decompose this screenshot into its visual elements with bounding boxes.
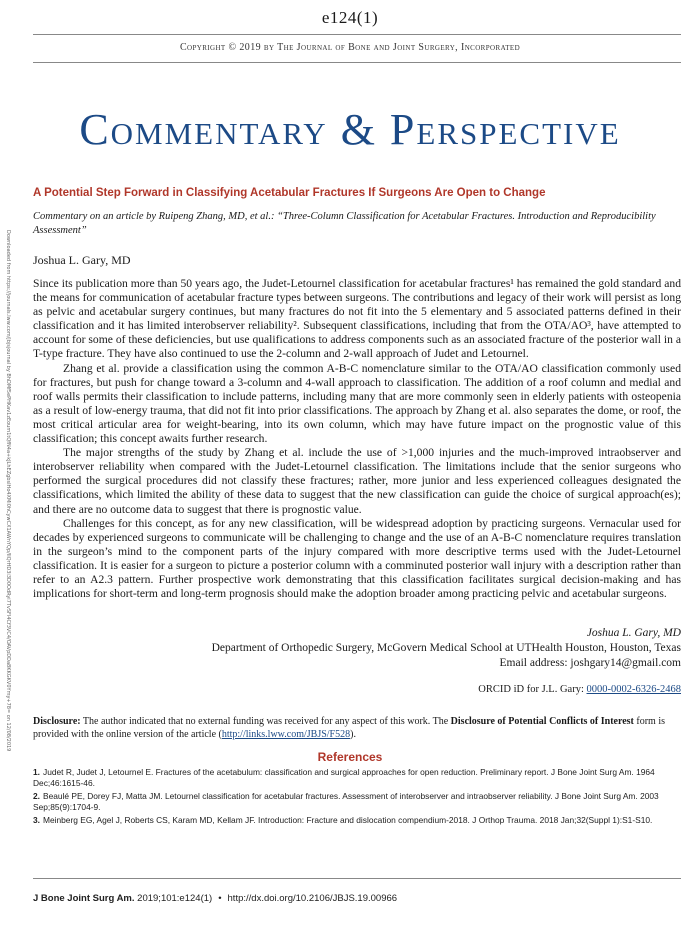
references-heading: References xyxy=(317,750,383,764)
reference-item xyxy=(33,791,681,813)
disclosure-text-end: ). xyxy=(350,729,356,740)
footer-separator: • xyxy=(218,893,222,904)
body-paragraph: Zhang et al. provide a classification using the common A-B-C nomenclature similar to the OTA/AO classification commonly used for fractures, but push for change toward a 3-column and 4-wall approach to classification. The addition of a roof column and medial and roof walls permits their classification to include patterns, including many that are more commonly seen in elderly patients with osteopenia as a result of low-energy trauma, that did not fit into prior classifications. The approach by Zhang et al. also separates the dome, or roof, the most critical articular area for weight-bearing, into its own column, which may have future impact on the prognostic value of this classification; this concept awaits further research. xyxy=(33,361,681,446)
reference-text: Beaulé PE, Dorey FJ, Matta JM. Letournel classification for acetabular fractures. Assessment of interobserver and intraobserver reliability. J Bone Joint Surg Am. 2003 Sep;85(9):1704-9. xyxy=(33,791,659,812)
article-author: Joshua L. Gary, MD xyxy=(33,253,131,267)
signature-email: Email address: joshgary14@gmail.com xyxy=(499,657,681,669)
reference-text: Judet R, Judet J, Letournel E. Fractures of the acetabulum: classification and surgical approaches for open reduction. Preliminary report. J Bone Joint Surg Am. 1964 Dec;46:1615-46. xyxy=(33,767,655,788)
author-signature xyxy=(212,626,681,671)
page-id: e124(1) xyxy=(321,8,379,27)
orcid-label: ORCID iD for J.L. Gary: xyxy=(478,684,584,695)
disclosure-link[interactable]: http://links.lww.com/JBJS/F528 xyxy=(221,729,351,740)
disclosure-text: The author indicated that no external funding was received for any aspect of this work. The xyxy=(80,716,451,727)
article-body xyxy=(33,277,681,601)
reference-list xyxy=(33,767,681,828)
reference-number: 1. xyxy=(33,767,40,777)
reference-number: 2. xyxy=(33,791,40,801)
footer-divider xyxy=(33,878,681,879)
copyright-divider xyxy=(33,62,681,63)
reference-number: 3. xyxy=(33,815,40,825)
body-paragraph: Since its publication more than 50 years ago, the Judet-Letournel classification for acetabular fractures¹ has remained the gold standard and the means for communication of acetabular fracture types between surgeons. The contributions and legacy of their work will persist as long as pelvic and acetabular surgery continues, but many fractures do not fit into the 5 elementary and 5 associated patterns defined in their classification and it has limited interobserver reliability². Subsequent classifications, including that from the OTA/AO³, have attempted to account for some of these deficiencies, but use qualifications to address components such as an associated fracture of the posterior wall in a T-type fracture. They have also continued to use the 2-column and 2-wall approach of Judet and Letournel. xyxy=(33,277,681,361)
section-masthead: Commentary & Perspective xyxy=(79,105,621,154)
signature-affiliation: Department of Orthopedic Surgery, McGovern Medical School at UTHealth Houston, Houston, Texas xyxy=(211,642,681,654)
signature-name: Joshua L. Gary, MD xyxy=(586,627,681,639)
reference-text: Meinberg EG, Agel J, Roberts CS, Karam MD, Kellam JF. Introduction: Fracture and dislocation compendium-2018. J Orthop Trauma. 2018 Jan;32(Suppl 1):S1-S10. xyxy=(43,815,653,825)
copyright-line: Copyright © 2019 by The Journal of Bone and Joint Surgery, Incorporated xyxy=(179,42,521,53)
footer-citation: 2019;101:e124(1) xyxy=(134,893,213,904)
disclosure-label: Disclosure: xyxy=(33,716,81,727)
download-watermark-text: Downloaded from https://journals.lww.com/jbjsjournal by BhDMf5ePHKav1zEoum1tQfN4a+kJLhEZgbsIHo4XMi0hCywCX1AWnYQp/IlQrHD3i3D0OdRyi7TvSFl4Cf3VC4/OAVpDDa8KKGKV0Ymy+78= on 12/08/2019 xyxy=(5,230,11,752)
body-paragraph: The major strengths of the study by Zhang et al. include the use of >1,000 injuries and the much-improved intraobserver and interobserver reliability when compared with the Judet-Letournel classification. The limitations include that the senior surgeons who performed the surgical procedures did not classify these fractures; rather, more junior and less experienced colleagues designated the classifications, which limited the ability of these data to suggest that the new classification can guide the choice of surgical approach(es); and there are no outcome data to suggest that there is prognostic value. xyxy=(33,446,681,516)
reference-item xyxy=(33,815,681,826)
disclosure-form-name: Disclosure of Potential Conflicts of Interest xyxy=(450,716,634,727)
orcid-link[interactable]: 0000-0002-6326-2468 xyxy=(586,684,681,695)
article-title: A Potential Step Forward in Classifying Acetabular Fractures If Surgeons Are Open to Change xyxy=(33,187,546,199)
page-footer xyxy=(33,893,681,904)
disclosure-text-middle: form is provided with the online version of the article ( xyxy=(33,716,665,740)
disclosure xyxy=(33,715,681,741)
body-paragraph: Challenges for this concept, as for any new classification, will be widespread adoption by practicing surgeons. Vernacular used for decades by experienced surgeons to communicate will be challenging to change and the use of an A-B-C nomenclature requires translation in the surgeon’s mind to the component parts of the injury compared with more descriptive terms used with the Judet-Letournel classification. It is easier for a surgeon to picture a posterior column with a comminuted posterior wall injury with a description rather than refer to an A2.3 pattern. Further prospective work demonstrating that this classification facilitates surgical decision-making and has implications for short-term and long-term prognosis should make the adoption broader among practicing pelvic and acetabular surgeons. xyxy=(33,516,681,601)
reference-item xyxy=(33,767,681,789)
download-watermark xyxy=(3,230,12,810)
footer-doi[interactable]: http://dx.doi.org/10.2106/JBJS.19.00966 xyxy=(227,893,398,904)
orcid-line xyxy=(478,684,681,695)
footer-journal: J Bone Joint Surg Am. xyxy=(33,893,135,904)
article-subtitle: Commentary on an article by Ruipeng Zhang, MD, et al.: “Three-Column Classification for Acetabular Fractures. Introduction and Reproducibility Assessment” xyxy=(33,211,656,236)
header-divider xyxy=(33,34,681,35)
